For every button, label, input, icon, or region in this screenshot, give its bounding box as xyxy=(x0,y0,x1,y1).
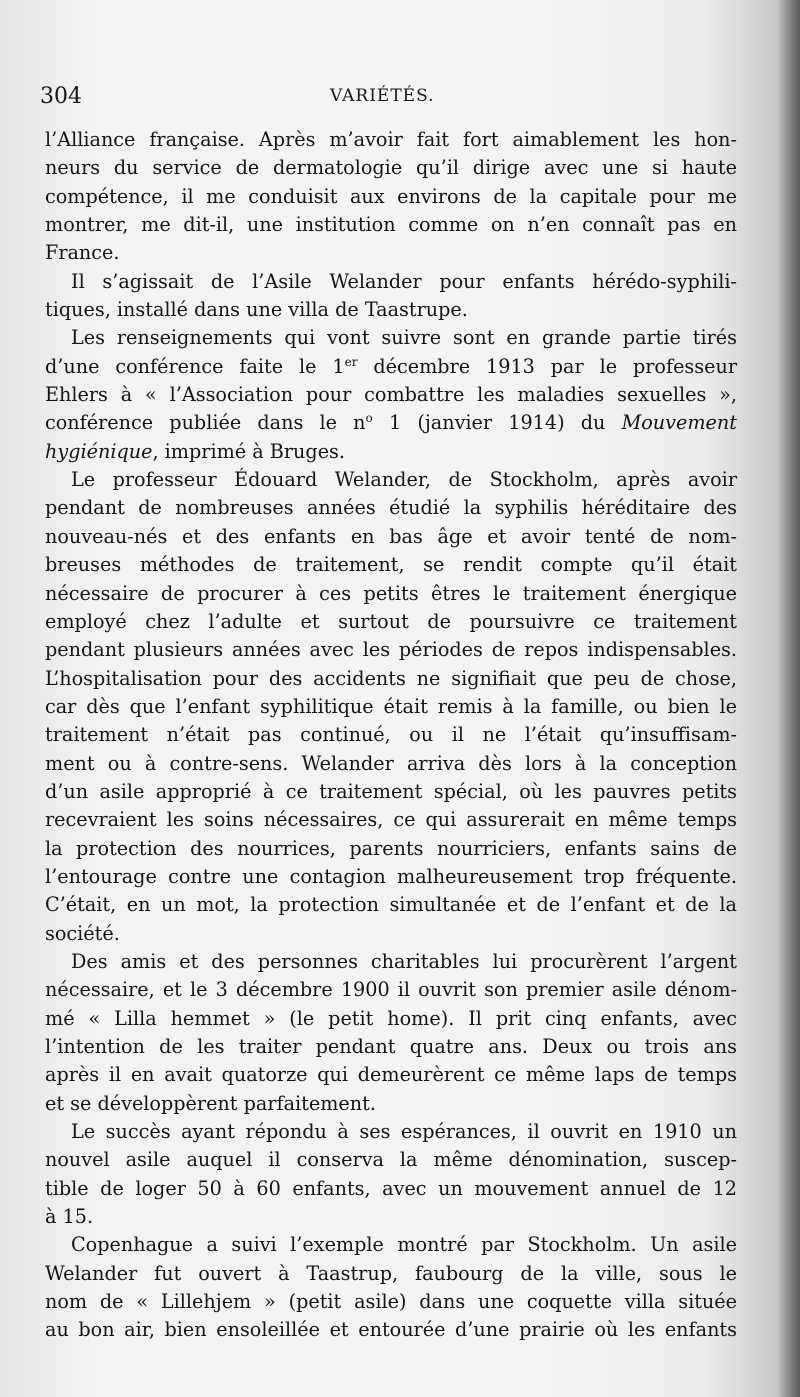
text-segment: pendant plusieurs années avec les périodes de repos indispensables. xyxy=(45,638,737,662)
text-segment: Le succès ayant répondu à ses espérances, il ouvrit en 1910 un xyxy=(71,1120,737,1144)
text-segment: nécessaire, et le 3 décembre 1900 il ouvrit son premier asile dénom- xyxy=(45,978,737,1002)
text-segment: L’hospitalisation pour des accidents ne signifiait que peu de chose, xyxy=(45,666,737,690)
text-segment: décembre 1913 par le professeur xyxy=(357,354,738,378)
text-segment: à 15. xyxy=(45,1205,94,1229)
text-segment: conférence publiée dans le n xyxy=(45,411,366,435)
text-line xyxy=(45,1175,737,1203)
text-segment: France. xyxy=(45,241,120,265)
text-segment: neurs du service de dermatologie qu’il dirige avec une si haute xyxy=(45,156,737,180)
text-segment: montrer, me dit-il, une institution comme on n’en connaît pas en xyxy=(45,213,737,237)
text-line xyxy=(45,438,737,466)
text-segment: d’un asile approprié à ce traitement spécial, où les pauvres petits xyxy=(45,779,737,803)
text-line xyxy=(45,324,737,352)
text-segment: traitement n’était pas continué, ou il ne l’était qu’insuffisam- xyxy=(45,723,737,747)
text-line xyxy=(45,239,737,267)
text-segment: Ehlers à « l’Association pour combattre les maladies sexuelles », xyxy=(45,383,737,407)
text-line xyxy=(45,1033,737,1061)
text-line xyxy=(45,976,737,1004)
text-line xyxy=(45,665,737,693)
text-line xyxy=(45,154,737,182)
text-segment: nom de « Lillehjem » (petit asile) dans une coquette villa située xyxy=(45,1290,737,1314)
text-line xyxy=(45,948,737,976)
text-segment: tible de loger 50 à 60 enfants, avec un mouvement annuel de 12 xyxy=(45,1176,737,1200)
text-line xyxy=(45,211,737,239)
text-line xyxy=(45,1231,737,1259)
text-line xyxy=(45,636,737,664)
text-line xyxy=(45,1203,737,1231)
text-segment: et se développèrent parfaitement. xyxy=(45,1091,376,1115)
text-line xyxy=(45,296,737,324)
text-line xyxy=(45,863,737,891)
italic-text: hygiénique xyxy=(45,439,153,463)
text-segment: Copenhague a suivi l’exemple montré par Stockholm. Un asile xyxy=(71,1233,737,1257)
text-line xyxy=(45,1005,737,1033)
text-segment: l’Alliance française. Après m’avoir fait fort aimablement les hon- xyxy=(45,128,737,151)
text-line xyxy=(45,409,737,437)
running-head: VARIÉTÉS. xyxy=(330,86,435,106)
text-line xyxy=(45,466,737,494)
text-line xyxy=(45,580,737,608)
text-line xyxy=(45,1288,737,1316)
text-segment: , imprimé à Bruges. xyxy=(152,439,345,463)
text-line xyxy=(45,920,737,948)
text-line xyxy=(45,523,737,551)
text-segment: car dès que l’enfant syphilitique était remis à la famille, ou bien le xyxy=(45,694,737,718)
text-line xyxy=(45,353,737,381)
text-segment: nécessaire de procurer à ces petits êtres le traitement énergique xyxy=(45,581,737,605)
text-segment: Des amis et des personnes charitables lui procurèrent l’argent xyxy=(71,949,737,973)
superscript-text: o xyxy=(365,411,373,426)
text-line xyxy=(45,891,737,919)
text-segment: pendant de nombreuses années étudié la syphilis héréditaire des xyxy=(45,496,737,520)
page-number: 304 xyxy=(40,84,82,109)
text-line xyxy=(45,721,737,749)
text-segment: breuses méthodes de traitement, se rendit compte qu’il était xyxy=(45,553,737,577)
text-segment: nouvel asile auquel il conserva la même dénomination, suscep- xyxy=(45,1148,737,1172)
text-segment: société. xyxy=(45,921,120,945)
text-segment: C’était, en un mot, la protection simultanée et de l’enfant et de la xyxy=(45,893,737,917)
text-segment: 1 (janvier 1914) du xyxy=(372,411,622,435)
text-segment: Les renseignements qui vont suivre sont en grande partie tirés xyxy=(71,326,737,350)
text-line xyxy=(45,835,737,863)
italic-text: Mouvement xyxy=(621,411,737,435)
text-line xyxy=(45,1260,737,1288)
text-segment: recevraient les soins nécessaires, ce qui assurerait en même temps xyxy=(45,808,737,832)
text-line xyxy=(45,693,737,721)
text-line xyxy=(45,494,737,522)
text-line xyxy=(45,381,737,409)
page-header xyxy=(40,84,740,114)
text-line xyxy=(45,806,737,834)
text-line xyxy=(45,1146,737,1174)
text-segment: tiques, installé dans une villa de Taastrupe. xyxy=(45,298,468,322)
text-line xyxy=(45,750,737,778)
text-segment: Le professeur Édouard Welander, de Stockholm, après avoir xyxy=(71,468,737,492)
text-segment: d’une conférence faite le 1 xyxy=(45,354,345,378)
text-segment: au bon air, bien ensoleillée et entourée d’une prairie où les enfants xyxy=(45,1318,737,1342)
text-segment: mé « Lilla hemmet » (le petit home). Il prit cinq enfants, avec xyxy=(45,1006,737,1030)
text-segment: Welander fut ouvert à Taastrup, faubourg de la ville, sous le xyxy=(45,1261,737,1285)
text-segment: nouveau-nés et des enfants en bas âge et avoir tenté de nom- xyxy=(45,524,737,548)
body-text xyxy=(45,126,737,1345)
text-line xyxy=(45,1118,737,1146)
text-segment: employé chez l’adulte et surtout de poursuivre ce traitement xyxy=(45,609,737,633)
superscript-text: er xyxy=(344,354,358,369)
text-segment: Il s’agissait de l’Asile Welander pour enfants hérédo-syphili- xyxy=(71,269,737,293)
text-segment: compétence, il me conduisit aux environs de la capitale pour me xyxy=(45,184,737,208)
text-segment: après il en avait quatorze qui demeurèrent ce même laps de temps xyxy=(45,1063,737,1087)
text-segment: ment ou à contre-sens. Welander arriva dès lors à la conception xyxy=(45,751,737,775)
text-line xyxy=(45,1316,737,1344)
text-line xyxy=(45,1090,737,1118)
text-line xyxy=(45,126,737,154)
text-line xyxy=(45,551,737,579)
text-line xyxy=(45,183,737,211)
text-segment: l’intention de les traiter pendant quatre ans. Deux ou trois ans xyxy=(45,1035,737,1058)
binding-shadow xyxy=(778,0,800,1397)
text-line xyxy=(45,268,737,296)
text-line xyxy=(45,608,737,636)
text-segment: l’entourage contre une contagion malheureusement trop fréquente. xyxy=(45,864,737,888)
text-line xyxy=(45,1061,737,1089)
text-line xyxy=(45,778,737,806)
text-segment: la protection des nourrices, parents nourriciers, enfants sains de xyxy=(45,836,737,860)
